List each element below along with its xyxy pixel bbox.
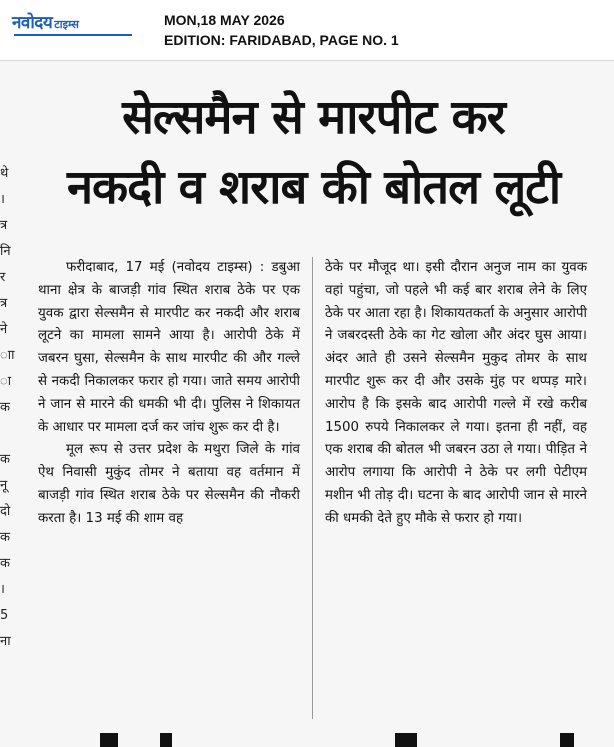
previous-column-fragment: ा [0, 374, 12, 389]
article-paragraph: मूल रूप से उत्तर प्रदेश के मथुरा जिले के गांव ऐथ निवासी मुकुंद तोमर ने बताया वह वर्तमान में बाजड़ी गांव स्थित शराब ठेके पर सेल्समैन की नौकरी करता है। 13 मई की शाम वह [38, 442, 300, 526]
article-column-left [38, 257, 300, 531]
previous-column-fragment: नि [0, 244, 11, 259]
previous-column-fragment: थे [0, 166, 9, 181]
headline-line-1: सेल्समैन से मारपीट कर [122, 90, 505, 145]
edition-info [164, 10, 399, 50]
previous-column-fragment: ाा [0, 348, 15, 363]
previous-column-fragment: दो [0, 504, 11, 519]
masthead-bar [0, 0, 614, 61]
previous-column-fragment: र [0, 270, 6, 285]
previous-column-fragment: क [0, 452, 10, 467]
previous-column-fragment: ने [0, 322, 8, 337]
article-column-right [325, 257, 587, 531]
previous-column-fragment: क [0, 556, 10, 571]
previous-column-fragment: ना [0, 634, 11, 649]
previous-column-fragment [0, 421, 16, 447]
article-paragraph: ठेके पर मौजूद था। इसी दौरान अनुज नाम का युवक वहां पहुंचा, जो पहले भी कई बार शराब लेने के लिए ठेके पर आता रहा है। शिकायतकर्ता के अनुसार आरोपी ने जबरदस्ती ठेके का गेट खोला और अंदर घुस आया। अंदर आते ही उसने सेल्समैन मुकुद तोमर के साथ मारपीट शुरू कर दी और उसके मुंह पर थप्पड़ मारे। आरोप है कि इसके बाद आरोपी गल्ले में रखे करीब 1500 रुपये निकालकर ले गया। इतना ही नहीं, वह एक शराब की बोतल भी जबरन उठा ले गया। पीड़ित ने आरोप लगाया कि आरोपी ने ठेके पर लगी पेटीएम मशीन भी तोड़ दी। घटना के बाद आरोपी जान से मारने की धमकी देते हुए मौके से फरार हो गया। [325, 260, 587, 526]
edition-line: EDITION: FARIDABAD, PAGE NO. 1 [164, 32, 399, 48]
previous-column-fragment: त्र [0, 218, 8, 233]
logo-sub-text: टाइम्स [54, 18, 79, 31]
previous-column-fragment: । [0, 582, 5, 597]
previous-column-fragment: । [0, 192, 5, 207]
newspaper-page [0, 61, 614, 747]
next-headline-fragment [0, 733, 614, 747]
previous-column-fragment: नू [0, 478, 8, 493]
date-line: MON,18 MAY 2026 [164, 12, 285, 28]
newspaper-logo[interactable] [12, 10, 137, 36]
previous-article-column [0, 161, 16, 655]
previous-column-fragment: 5 [0, 608, 9, 623]
article-paragraph: फरीदाबाद, 17 मई (नवोदय टाइम्स) : डबुआ थाना क्षेत्र के बाजड़ी गांव स्थित शराब ठेके पर एक युवक द्वारा सेल्समैन से मारपीट कर नकदी और शराब लूटने का मामला सामने आया है। आरोपी ठेके में जबरन घुसा, सेल्समैन के साथ मारपीट की और गल्ले से नकदी निकालकर फरार हो गया। जाते समय आरोपी ने जान से मारने की धमकी भी दी। पुलिस ने शिकायत के आधार पर मामला दर्ज कर जांच शुरू कर दी है। [38, 260, 300, 435]
previous-column-fragment: क [0, 400, 10, 415]
column-divider [312, 257, 313, 719]
logo-underline [14, 34, 132, 36]
previous-column-fragment: त्र [0, 296, 8, 311]
logo-main-text: नवोदय [12, 13, 53, 33]
article-headline [26, 83, 601, 223]
previous-column-fragment: क [0, 530, 10, 545]
headline-line-2: नकदी व शराब की बोतल लूटी [66, 160, 561, 215]
